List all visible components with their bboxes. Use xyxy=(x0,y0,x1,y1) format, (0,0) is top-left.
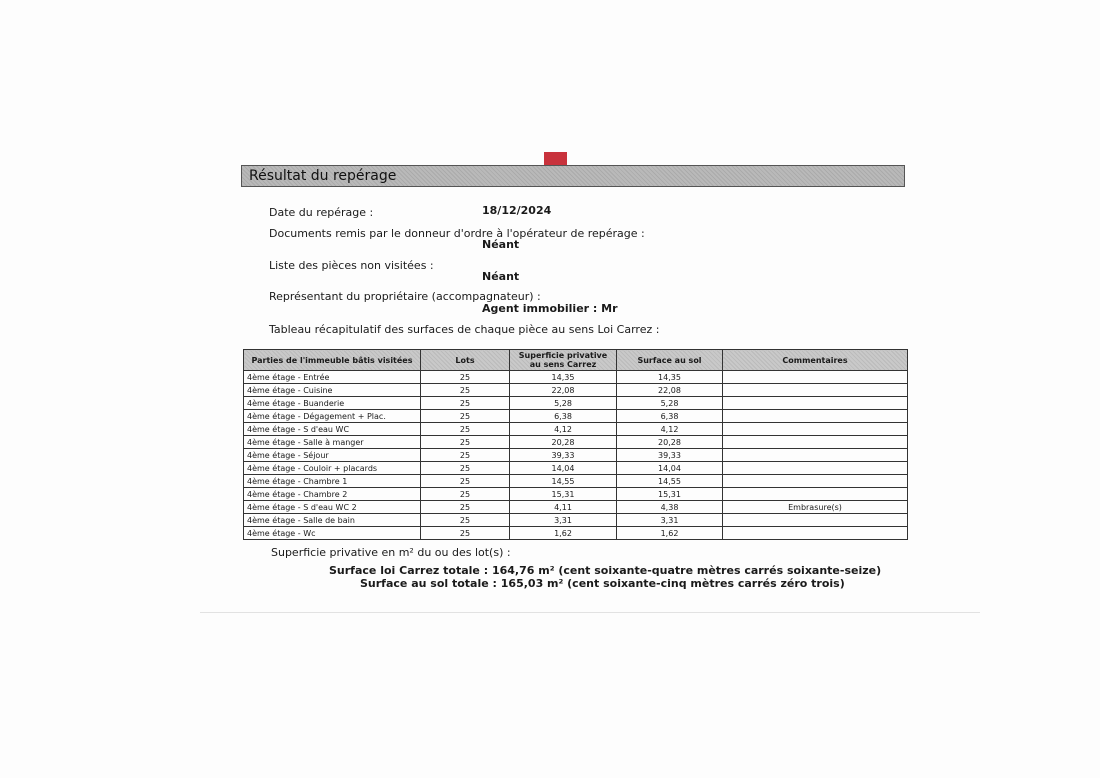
scan-divider xyxy=(200,612,980,613)
section-title: Résultat du repérage xyxy=(249,168,397,184)
cell-carrez: 15,31 xyxy=(510,488,617,501)
table-row xyxy=(244,462,908,475)
cell-floor: 20,28 xyxy=(617,436,723,449)
cell-floor: 14,04 xyxy=(617,462,723,475)
table-row xyxy=(244,423,908,436)
cell-comment xyxy=(723,449,908,462)
surface-table xyxy=(243,349,908,540)
cell-part: 4ème étage - Entrée xyxy=(244,371,421,384)
cell-comment xyxy=(723,397,908,410)
cell-comment xyxy=(723,475,908,488)
cell-floor: 14,35 xyxy=(617,371,723,384)
cell-comment xyxy=(723,436,908,449)
table-intro: Tableau récapitulatif des surfaces de chaque pièce au sens Loi Carrez : xyxy=(269,323,660,336)
date-value: 18/12/2024 xyxy=(482,204,552,217)
cell-carrez: 14,04 xyxy=(510,462,617,475)
cell-carrez: 4,11 xyxy=(510,501,617,514)
cell-lot: 25 xyxy=(421,410,510,423)
cell-carrez: 5,28 xyxy=(510,397,617,410)
table-row xyxy=(244,501,908,514)
cell-floor: 4,38 xyxy=(617,501,723,514)
cell-carrez: 39,33 xyxy=(510,449,617,462)
col-header-comments: Commentaires xyxy=(723,350,908,371)
table-body xyxy=(244,371,908,540)
carrez-total: Surface loi Carrez totale : 164,76 m² (cent soixante-quatre mètres carrés soixante-seize) xyxy=(329,564,882,577)
cell-carrez: 6,38 xyxy=(510,410,617,423)
cell-part: 4ème étage - S d'eau WC xyxy=(244,423,421,436)
cell-comment xyxy=(723,514,908,527)
documents-value: Néant xyxy=(482,238,520,251)
cell-floor: 4,12 xyxy=(617,423,723,436)
cell-lot: 25 xyxy=(421,423,510,436)
cell-carrez: 14,55 xyxy=(510,475,617,488)
table-row xyxy=(244,371,908,384)
cell-part: 4ème étage - Wc xyxy=(244,527,421,540)
cell-part: 4ème étage - Salle à manger xyxy=(244,436,421,449)
cell-part: 4ème étage - Buanderie xyxy=(244,397,421,410)
col-header-floor: Surface au sol xyxy=(617,350,723,371)
cell-carrez: 14,35 xyxy=(510,371,617,384)
cell-floor: 39,33 xyxy=(617,449,723,462)
cell-part: 4ème étage - Séjour xyxy=(244,449,421,462)
representative-value: Agent immobilier : Mr xyxy=(482,302,618,315)
cell-lot: 25 xyxy=(421,397,510,410)
cell-lot: 25 xyxy=(421,514,510,527)
cell-lot: 25 xyxy=(421,449,510,462)
cell-part: 4ème étage - Salle de bain xyxy=(244,514,421,527)
cell-carrez: 1,62 xyxy=(510,527,617,540)
cell-floor: 1,62 xyxy=(617,527,723,540)
cell-comment xyxy=(723,462,908,475)
date-label: Date du repérage : xyxy=(269,206,374,219)
documents-label: Documents remis par le donneur d'ordre à l'opérateur de repérage : xyxy=(269,227,645,240)
table-row xyxy=(244,384,908,397)
cell-part: 4ème étage - Chambre 1 xyxy=(244,475,421,488)
cell-lot: 25 xyxy=(421,527,510,540)
cell-part: 4ème étage - S d'eau WC 2 xyxy=(244,501,421,514)
unvisited-rooms-value: Néant xyxy=(482,270,520,283)
cell-lot: 25 xyxy=(421,462,510,475)
table-row xyxy=(244,488,908,501)
cell-lot: 25 xyxy=(421,384,510,397)
col-header-lots: Lots xyxy=(421,350,510,371)
table-row xyxy=(244,397,908,410)
table-row xyxy=(244,410,908,423)
cell-lot: 25 xyxy=(421,475,510,488)
cell-comment xyxy=(723,384,908,397)
table-row xyxy=(244,475,908,488)
cell-carrez: 3,31 xyxy=(510,514,617,527)
cell-comment: Embrasure(s) xyxy=(723,501,908,514)
col-header-parts: Parties de l'immeuble bâtis visitées xyxy=(244,350,421,371)
cell-comment xyxy=(723,423,908,436)
cell-comment xyxy=(723,488,908,501)
cell-carrez: 4,12 xyxy=(510,423,617,436)
cell-floor: 22,08 xyxy=(617,384,723,397)
table-row xyxy=(244,527,908,540)
representative-label: Représentant du propriétaire (accompagnateur) : xyxy=(269,290,541,303)
cell-carrez: 20,28 xyxy=(510,436,617,449)
table-header-row xyxy=(244,350,908,371)
cell-comment xyxy=(723,371,908,384)
cell-part: 4ème étage - Chambre 2 xyxy=(244,488,421,501)
cell-part: 4ème étage - Cuisine xyxy=(244,384,421,397)
table-row xyxy=(244,449,908,462)
unvisited-rooms-label: Liste des pièces non visitées : xyxy=(269,259,434,272)
cell-part: 4ème étage - Dégagement + Plac. xyxy=(244,410,421,423)
cell-floor: 5,28 xyxy=(617,397,723,410)
cell-floor: 15,31 xyxy=(617,488,723,501)
cell-lot: 25 xyxy=(421,436,510,449)
cell-floor: 3,31 xyxy=(617,514,723,527)
col-header-carrez: Superficie privative au sens Carrez xyxy=(510,350,617,371)
cell-lot: 25 xyxy=(421,488,510,501)
cell-part: 4ème étage - Couloir + placards xyxy=(244,462,421,475)
cell-floor: 6,38 xyxy=(617,410,723,423)
floor-total: Surface au sol totale : 165,03 m² (cent soixante-cinq mètres carrés zéro trois) xyxy=(360,577,845,590)
table-row xyxy=(244,514,908,527)
cell-comment xyxy=(723,410,908,423)
cell-lot: 25 xyxy=(421,501,510,514)
summary-label: Superficie privative en m² du ou des lot(s) : xyxy=(271,546,511,559)
cell-floor: 14,55 xyxy=(617,475,723,488)
cell-carrez: 22,08 xyxy=(510,384,617,397)
section-title-bar xyxy=(241,165,905,187)
cell-lot: 25 xyxy=(421,371,510,384)
cell-comment xyxy=(723,527,908,540)
table-row xyxy=(244,436,908,449)
